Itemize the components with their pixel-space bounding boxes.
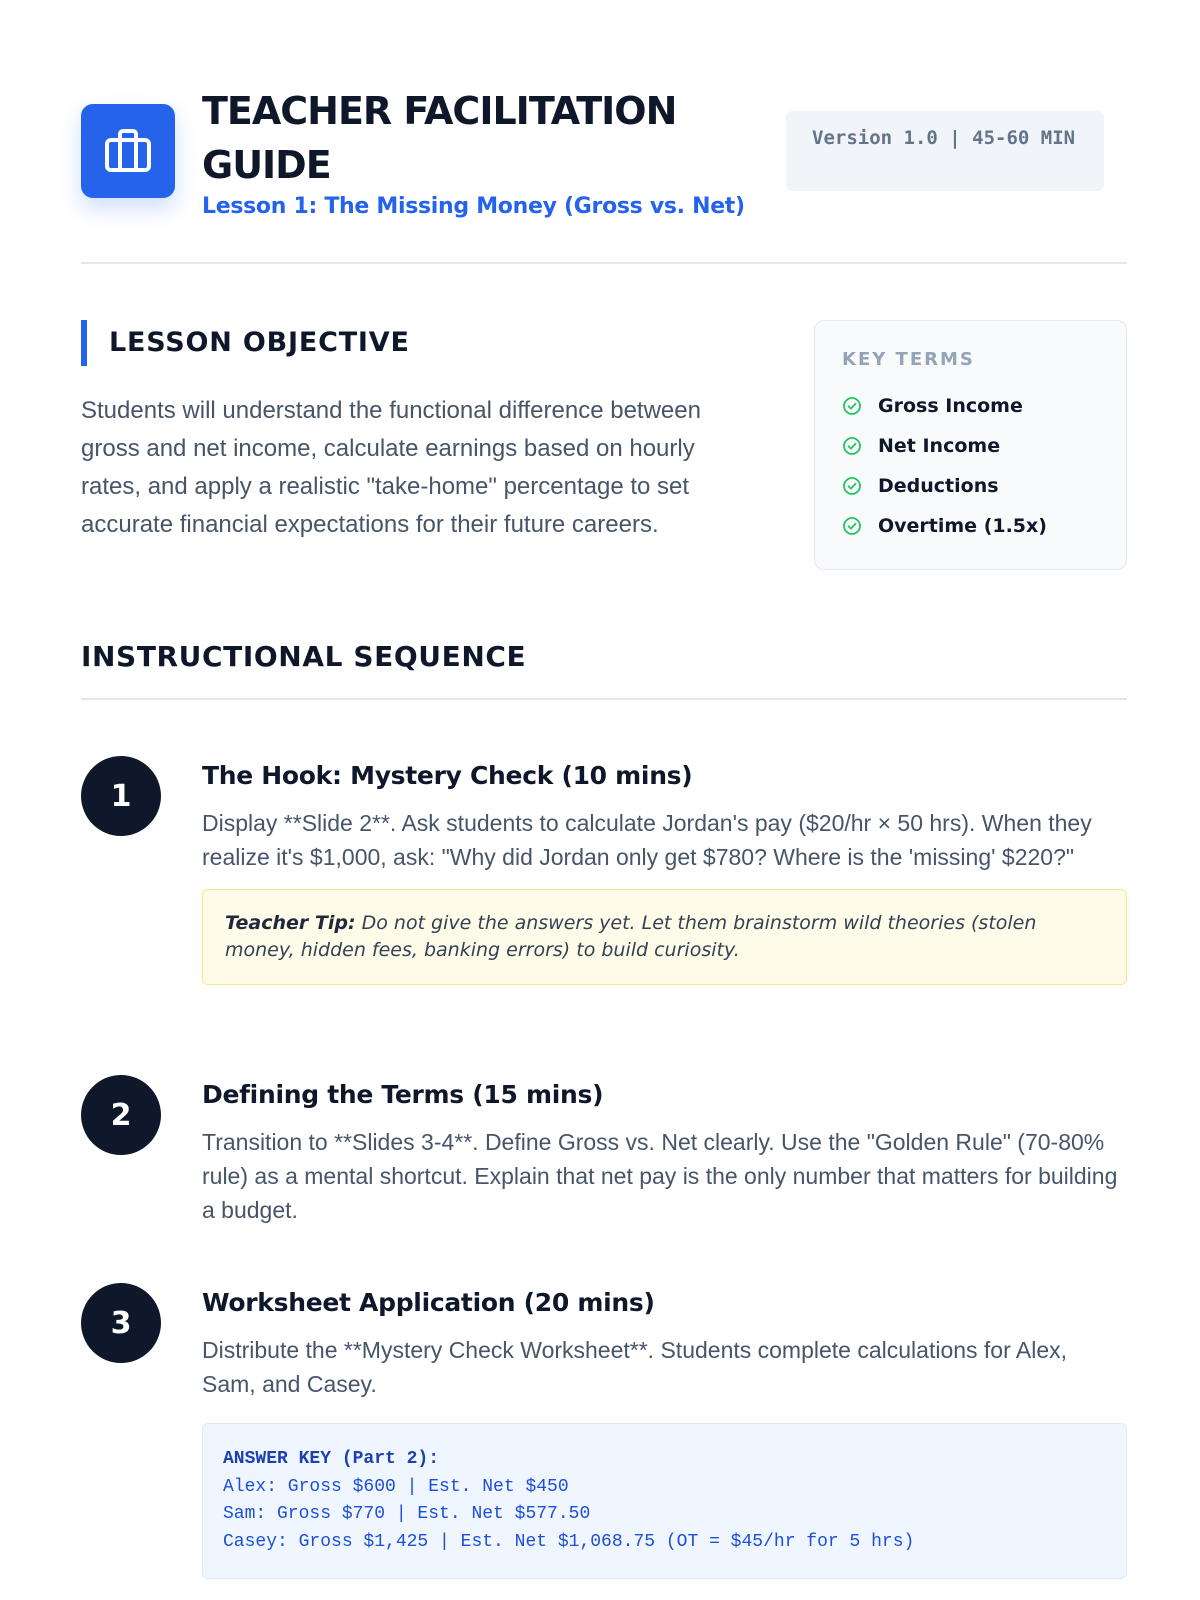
key-terms-card	[814, 320, 1127, 570]
step-body	[202, 756, 1127, 985]
answer-key-line: Casey: Gross $1,425 | Est. Net $1,068.75 (OT = $45/hr for 5 hrs)	[223, 1531, 915, 1552]
sequence-heading: INSTRUCTIONAL SEQUENCE	[81, 640, 527, 673]
objective-heading: LESSON OBJECTIVE	[81, 320, 741, 366]
key-term-item	[842, 466, 1099, 506]
answer-key-title: ANSWER KEY (Part 2):	[223, 1449, 440, 1469]
teacher-tip	[202, 889, 1127, 985]
key-term-item	[842, 426, 1099, 466]
logo	[81, 104, 175, 198]
answer-key-line: Sam: Gross $770 | Est. Net $577.50	[223, 1504, 591, 1524]
step-text: Distribute the **Mystery Check Worksheet**. Students complete calculations for Alex, Sam, and Casey.	[202, 1337, 1068, 1397]
key-term-item	[842, 386, 1099, 426]
step-number: 2	[81, 1075, 161, 1155]
page-title: TEACHER FACILITATION GUIDE	[202, 89, 677, 187]
step-body	[202, 1075, 1127, 1227]
header-divider	[81, 262, 1127, 264]
header	[81, 84, 1104, 219]
check-circle-icon	[842, 396, 862, 416]
key-term-item	[842, 506, 1099, 546]
version-badge: Version 1.0 | 45-60 MIN	[786, 111, 1104, 191]
step-number: 3	[81, 1283, 161, 1363]
key-term-label: Net Income	[878, 435, 1001, 457]
lesson-subtitle: Lesson 1: The Missing Money (Gross vs. Net)	[202, 194, 745, 219]
title-block	[202, 84, 762, 219]
step-title: The Hook: Mystery Check (10 mins)	[202, 761, 693, 790]
key-term-label: Gross Income	[878, 395, 1023, 417]
check-circle-icon	[842, 516, 862, 536]
tip-text: Do not give the answers yet. Let them brainstorm wild theories (stolen money, hidden fees, banking errors) to build curiosity.	[225, 912, 1037, 961]
step-title: Worksheet Application (20 mins)	[202, 1288, 655, 1317]
check-circle-icon	[842, 436, 862, 456]
lesson-objective	[81, 320, 741, 544]
step-text: Transition to **Slides 3-4**. Define Gross vs. Net clearly. Use the "Golden Rule" (70-80% rule) as a mental shortcut. Explain that net pay is the only number that matters for building a budget.	[202, 1129, 1118, 1223]
step-body	[202, 1283, 1127, 1579]
sequence-divider	[81, 698, 1127, 700]
key-terms-title: KEY TERMS	[842, 349, 975, 370]
step-number: 1	[81, 756, 161, 836]
step-title: Defining the Terms (15 mins)	[202, 1080, 604, 1109]
step-text: Display **Slide 2**. Ask students to calculate Jordan's pay ($20/hr × 50 hrs). When they realize it's $1,000, ask: "Why did Jordan only get $780? Where is the 'missing' $220?"	[202, 810, 1092, 870]
key-term-label: Overtime (1.5x)	[878, 515, 1047, 537]
answer-key	[202, 1423, 1127, 1579]
tip-label: Teacher Tip:	[225, 912, 356, 934]
key-term-label: Deductions	[878, 475, 999, 497]
answer-key-line: Alex: Gross $600 | Est. Net $450	[223, 1476, 569, 1497]
check-circle-icon	[842, 476, 862, 496]
objective-text: Students will understand the functional difference between gross and net income, calculate earnings based on hourly rates, and apply a realistic "take-home" percentage to set accurate financial expectations for their future careers.	[81, 397, 701, 538]
briefcase-icon	[103, 128, 153, 174]
